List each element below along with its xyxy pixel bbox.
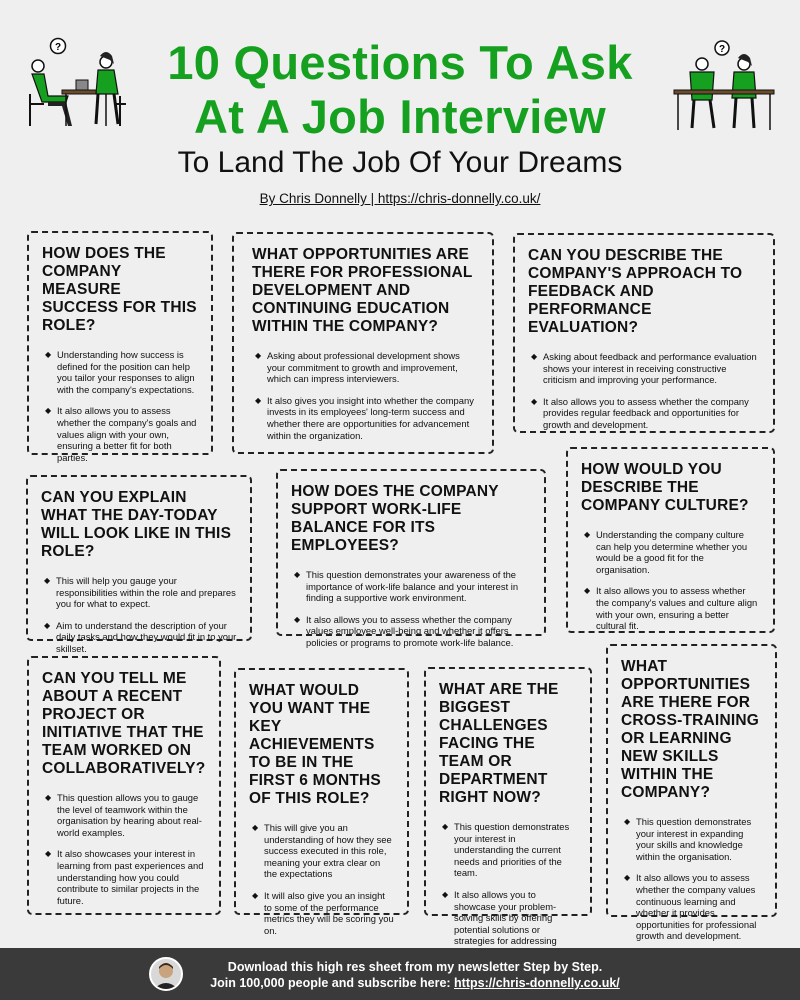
footer-banner — [0, 948, 800, 1000]
answer-bullet: ◆ It also allows you to assess whether the company provides regular feedback and opportunities for growth and development. — [543, 396, 760, 431]
question-card-3 — [513, 233, 775, 433]
answer-bullet: ◆ This question demonstrates your interest in understanding the current needs and priorities of the team. — [454, 821, 577, 879]
question-card-2 — [232, 232, 494, 454]
answer-bullet: ◆ Understanding the company culture can help you determine whether you would be a good fit for the organisation. — [596, 529, 760, 575]
footer-line-1: Download this high res sheet from my newsletter Step by Step. — [227, 960, 603, 974]
answer-list — [528, 351, 760, 431]
question-heading: WHAT ARE THE BIGGEST CHALLENGES FACING THE TEAM OR DEPARTMENT RIGHT NOW? — [439, 681, 559, 806]
question-heading: CAN YOU TELL ME ABOUT A RECENT PROJECT OR INITIATIVE THAT THE TEAM WORKED ON COLLABORATIVELY? — [42, 670, 206, 777]
interview-illustration-right — [668, 38, 778, 132]
answer-list — [439, 821, 577, 959]
page-title-line-1: 10 Questions To Ask — [167, 36, 633, 89]
question-heading: CAN YOU DESCRIBE THE COMPANY'S APPROACH TO FEEDBACK AND PERFORMANCE EVALUATION? — [528, 247, 743, 336]
question-card-10 — [606, 644, 777, 942]
answer-bullet: ◆ It also allows you to showcase your problem-solving skills by offering potential solutions or strategies for addressing — [454, 889, 577, 959]
question-card-1 — [27, 231, 213, 463]
answer-list — [41, 575, 237, 655]
answer-bullet: ◆ Asking about professional development shows your commitment to growth and improvement, which can impress interviewers. — [267, 350, 479, 385]
byline — [0, 191, 800, 206]
answer-list — [291, 569, 531, 649]
answer-list — [249, 822, 394, 936]
byline-link[interactable]: https://chris-donnelly.co.uk/ — [377, 191, 541, 206]
page-title-line-2: At A Job Interview — [194, 90, 606, 143]
question-heading: HOW DOES THE COMPANY SUPPORT WORK-LIFE BALANCE FOR ITS EMPLOYEES? — [291, 483, 499, 554]
question-bubble-left-icon: ? — [54, 42, 62, 53]
byline-author: By Chris Donnelly | — [259, 191, 378, 206]
question-heading: WHAT OPPORTUNITIES ARE THERE FOR PROFESSIONAL DEVELOPMENT AND CONTINUING EDUCATION WITHIN THE COMPANY? — [252, 246, 473, 335]
answer-bullet: ◆ Understanding how success is defined for the position can help you tailor your responses to align with the company's expectations. — [57, 349, 198, 395]
answer-bullet: ◆ It also gives you insight into whether the company invests in its employees' long-term success and whether there are opportunities for advancement within the organization. — [267, 395, 479, 441]
answer-bullet: ◆ It also allows you to assess whether the company values employee well-being and whether it offers policies or programs to promote work-life balance. — [306, 614, 531, 649]
page-subtitle: To Land The Job Of Your Dreams — [177, 146, 623, 179]
question-card-6 — [566, 447, 775, 633]
question-card-5 — [276, 469, 546, 648]
question-heading: WHAT OPPORTUNITIES ARE THERE FOR CROSS-TRAINING OR LEARNING NEW SKILLS WITHIN THE COMPANY? — [621, 658, 759, 801]
answer-bullet: ◆ This will give you an understanding of how they see success executed in this role, meaning your extra clear on the expectations — [264, 822, 394, 880]
question-heading: CAN YOU EXPLAIN WHAT THE DAY-TODAY WILL LOOK LIKE IN THIS ROLE? — [41, 489, 232, 560]
answer-bullet: ◆ This question demonstrates your interest in expanding your skills and knowledge within the organisation. — [636, 816, 762, 862]
answer-bullet: ◆ It also allows you to assess whether the company's goals and values align with your own, ensuring a better fit for both parties. — [57, 405, 198, 463]
question-card-4 — [26, 475, 252, 654]
answer-list — [252, 350, 479, 441]
question-heading: HOW WOULD YOU DESCRIBE THE COMPANY CULTURE? — [581, 461, 749, 514]
footer-text — [205, 959, 625, 991]
answer-bullet: ◆ Asking about feedback and performance evaluation shows your interest in receiving constructive criticism and improving your performance. — [543, 351, 760, 386]
answer-bullet: ◆ It also allows you to assess whether the company's values and culture align with your own, ensuring a better cultural fit. — [596, 585, 760, 631]
answer-bullet: ◆ It also showcases your interest in learning from past experiences and understanding how you could contribute to similar projects in the future. — [57, 848, 206, 906]
answer-bullet: ◆ This question demonstrates your awareness of the importance of work-life balance and your interest in finding a supportive work environment. — [306, 569, 531, 604]
question-bubble-right-icon: ? — [718, 44, 726, 55]
question-card-9 — [424, 667, 592, 947]
answer-list — [42, 792, 206, 906]
answer-list — [581, 529, 760, 632]
answer-bullet: ◆ It also allows you to assess whether the company values continuous learning and whether it provides opportunities for professional growth and development. — [636, 872, 762, 942]
question-heading: WHAT WOULD YOU WANT THE KEY ACHIEVEMENTS TO BE IN THE FIRST 6 MONTHS OF THIS ROLE? — [249, 682, 381, 807]
question-heading: HOW DOES THE COMPANY MEASURE SUCCESS FOR THIS ROLE? — [42, 245, 197, 334]
answer-bullet: ◆ This question allows you to gauge the level of teamwork within the organisation by hearing about real-world examples. — [57, 792, 206, 838]
answer-list — [42, 349, 198, 463]
footer-line-2 — [205, 975, 625, 991]
author-photo-icon — [151, 959, 181, 989]
footer-line-2-prefix: Join 100,000 people and subscribe here: — [210, 976, 455, 990]
interview-illustration-left — [22, 34, 134, 130]
question-card-7 — [27, 656, 221, 915]
avatar — [149, 957, 183, 991]
answer-list — [621, 816, 762, 942]
answer-bullet: ◆ Aim to understand the description of your daily tasks and how they would fit in to your skillset. — [56, 620, 237, 655]
question-card-8 — [234, 668, 409, 936]
footer-link[interactable]: https://chris-donnelly.co.uk/ — [454, 976, 620, 990]
answer-bullet: ◆ This will help you gauge your responsibilities within the role and prepares you for what to expect. — [56, 575, 237, 610]
answer-bullet: ◆ It will also give you an insight to some of the performance metrics they will be scoring you on. — [264, 890, 394, 936]
